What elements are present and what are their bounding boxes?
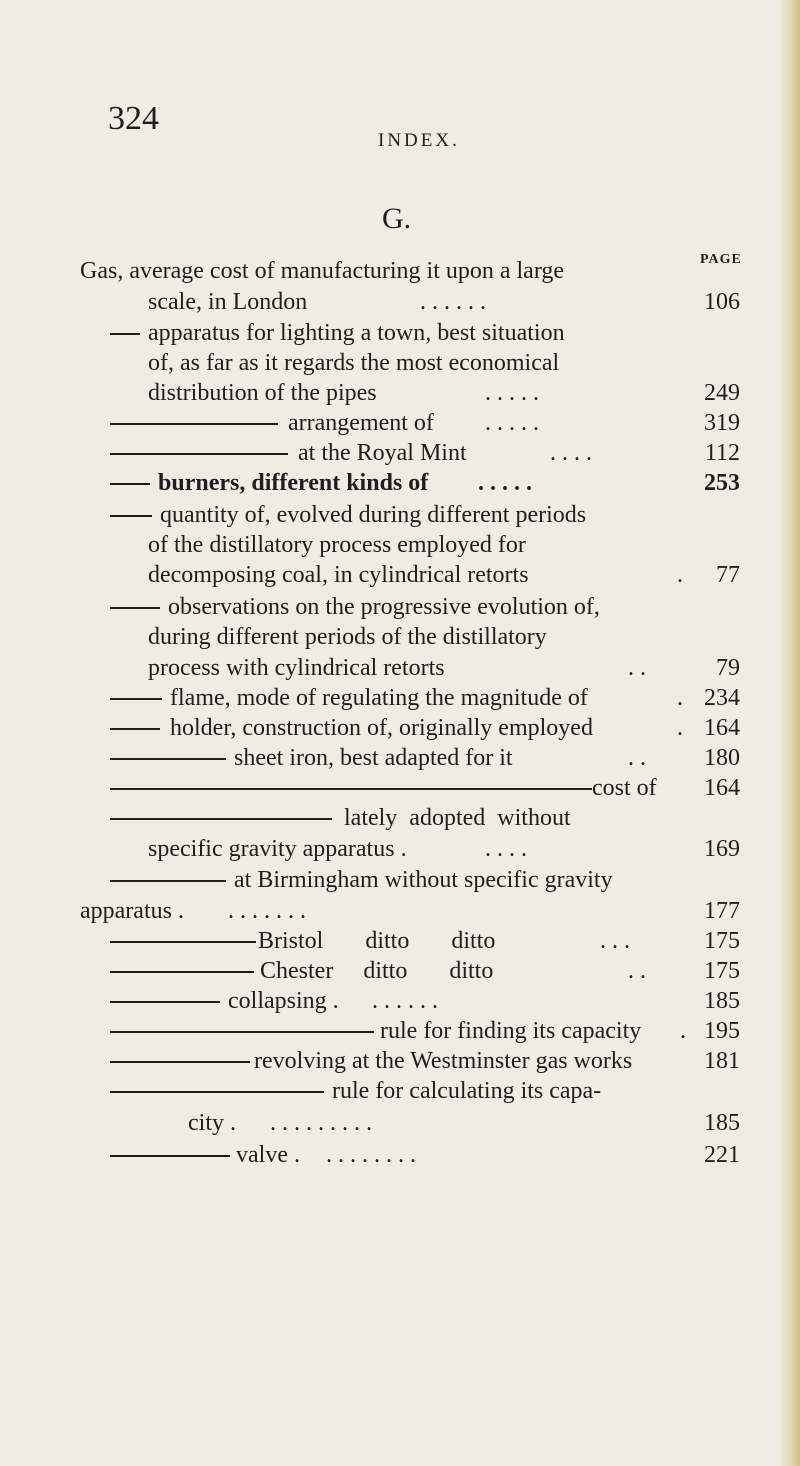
entry-text: at the Royal Mint <box>298 440 467 466</box>
entry-page: 185 <box>704 1110 740 1136</box>
ditto-dash <box>110 758 226 760</box>
ditto-dash <box>110 971 254 973</box>
entry-text: valve . <box>236 1142 300 1168</box>
ditto-dash <box>110 333 140 335</box>
dot-leader: . . . <box>600 928 630 954</box>
entry-text: Bristol ditto ditto <box>258 928 496 954</box>
ditto-dash <box>110 880 226 882</box>
entry-page: 249 <box>704 380 740 406</box>
index-entry <box>80 773 740 803</box>
index-entry <box>80 468 740 498</box>
entry-text: during different periods of the distillatory <box>148 624 547 650</box>
entry-page: 79 <box>716 655 740 681</box>
index-entry <box>80 683 740 713</box>
entry-text: rule for finding its capacity <box>380 1018 642 1044</box>
index-entry <box>80 530 740 560</box>
entry-page: 185 <box>704 988 740 1014</box>
entry-text: rule for calculating its capa- <box>332 1078 602 1104</box>
ditto-dash <box>110 453 288 455</box>
index-entry <box>80 803 740 833</box>
dot-leader: . <box>677 715 683 741</box>
entry-page: 319 <box>704 410 740 436</box>
dot-leader: . . . . . <box>478 470 532 496</box>
ditto-dash <box>110 1031 374 1033</box>
entry-text: sheet iron, best adapted for it <box>234 745 513 771</box>
entry-text: apparatus for lighting a town, best situation <box>148 320 565 346</box>
index-entry <box>80 348 740 378</box>
entry-page: 169 <box>704 836 740 862</box>
entry-text: quantity of, evolved during different periods <box>160 502 587 528</box>
ditto-dash <box>110 728 160 730</box>
index-entry <box>80 743 740 773</box>
index-entry <box>80 653 740 683</box>
index-entry <box>80 592 740 622</box>
index-entry <box>80 378 740 408</box>
dot-leader: . <box>677 685 683 711</box>
index-entry <box>80 256 740 286</box>
dot-leader: . . <box>628 655 646 681</box>
dot-leader: . . . . . <box>485 410 539 436</box>
entry-text: distribution of the pipes <box>148 380 377 406</box>
entry-page: 175 <box>704 958 740 984</box>
page-number: 324 <box>108 100 159 137</box>
page-column-header: PAGE <box>700 252 742 267</box>
entry-text: of, as far as it regards the most economical <box>148 350 560 376</box>
entry-text: of the distillatory process employed for <box>148 532 526 558</box>
entry-page: 253 <box>704 470 740 496</box>
index-entry <box>80 1108 740 1138</box>
entry-text: arrangement of <box>288 410 434 436</box>
dot-leader: . . . . . . <box>372 988 438 1014</box>
ditto-dash <box>110 1091 324 1093</box>
ditto-dash <box>110 515 152 517</box>
ditto-dash <box>110 788 592 790</box>
dot-leader: . . . . <box>485 836 527 862</box>
entry-text: cost of <box>592 775 657 801</box>
index-entry <box>80 287 740 317</box>
entry-text: lately adopted without <box>344 805 571 831</box>
entry-page: 181 <box>704 1048 740 1074</box>
entry-page: 164 <box>704 775 740 801</box>
entry-text: flame, mode of regulating the magnitude of <box>170 685 588 711</box>
index-entry <box>80 1046 740 1076</box>
dot-leader: . <box>680 1018 686 1044</box>
entry-text: process with cylindrical retorts <box>148 655 445 681</box>
entry-page: 177 <box>704 898 740 924</box>
dot-leader: . . . . . . . . . <box>270 1110 372 1136</box>
entry-text: decomposing coal, in cylindrical retorts <box>148 562 529 588</box>
entry-text: observations on the progressive evolution of, <box>168 594 600 620</box>
entry-text: specific gravity apparatus . <box>148 836 407 862</box>
index-entry <box>80 408 740 438</box>
entry-page: 221 <box>704 1142 740 1168</box>
ditto-dash <box>110 1001 220 1003</box>
entry-page: 234 <box>704 685 740 711</box>
index-entry <box>80 622 740 652</box>
entry-text: at Birmingham without specific gravity <box>234 867 613 893</box>
ditto-dash <box>110 818 332 820</box>
entry-text: Chester ditto ditto <box>260 958 494 984</box>
entry-text: burners, different kinds of <box>158 470 429 496</box>
running-head: INDEX. <box>378 130 460 151</box>
dot-leader: . . <box>628 958 646 984</box>
ditto-dash <box>110 607 160 609</box>
entry-page: 175 <box>704 928 740 954</box>
entry-text: holder, construction of, originally employed <box>170 715 593 741</box>
index-entry <box>80 713 740 743</box>
dot-leader: . . . . . . . . <box>326 1142 416 1168</box>
dot-leader: . . <box>628 745 646 771</box>
entry-text: scale, in London <box>148 289 308 315</box>
entry-text: city . <box>188 1110 236 1136</box>
index-entry <box>80 438 740 468</box>
entry-text: collapsing . <box>228 988 339 1014</box>
ditto-dash <box>110 483 150 485</box>
entry-page: 164 <box>704 715 740 741</box>
entry-page: 106 <box>704 289 740 315</box>
ditto-dash <box>110 941 256 943</box>
dot-leader: . . . . <box>550 440 592 466</box>
index-entry <box>80 926 740 956</box>
index-entry <box>80 896 740 926</box>
ditto-dash <box>110 698 162 700</box>
dot-leader: . . . . . <box>485 380 539 406</box>
index-entry <box>80 560 740 590</box>
entry-page: 195 <box>704 1018 740 1044</box>
index-entry <box>80 986 740 1016</box>
index-entry <box>80 318 740 348</box>
entry-text: revolving at the Westminster gas works <box>254 1048 633 1074</box>
ditto-dash <box>110 1061 250 1063</box>
ditto-dash <box>110 1155 230 1157</box>
index-entry <box>80 1140 740 1170</box>
index-entry <box>80 865 740 895</box>
entry-page: 77 <box>716 562 740 588</box>
index-entry <box>80 1016 740 1046</box>
index-entry <box>80 956 740 986</box>
entry-text: apparatus . <box>80 898 184 924</box>
entry-page: 180 <box>704 745 740 771</box>
entry-text: Gas, average cost of manufacturing it upon a large <box>80 258 565 284</box>
entry-page: 112 <box>704 440 740 466</box>
dot-leader: . <box>677 562 683 588</box>
index-entry <box>80 1076 740 1106</box>
section-letter: G. <box>382 202 412 235</box>
dot-leader: . . . . . . . <box>228 898 306 924</box>
index-entry <box>80 500 740 530</box>
ditto-dash <box>110 423 278 425</box>
index-entry <box>80 834 740 864</box>
dot-leader: . . . . . . <box>420 289 486 315</box>
